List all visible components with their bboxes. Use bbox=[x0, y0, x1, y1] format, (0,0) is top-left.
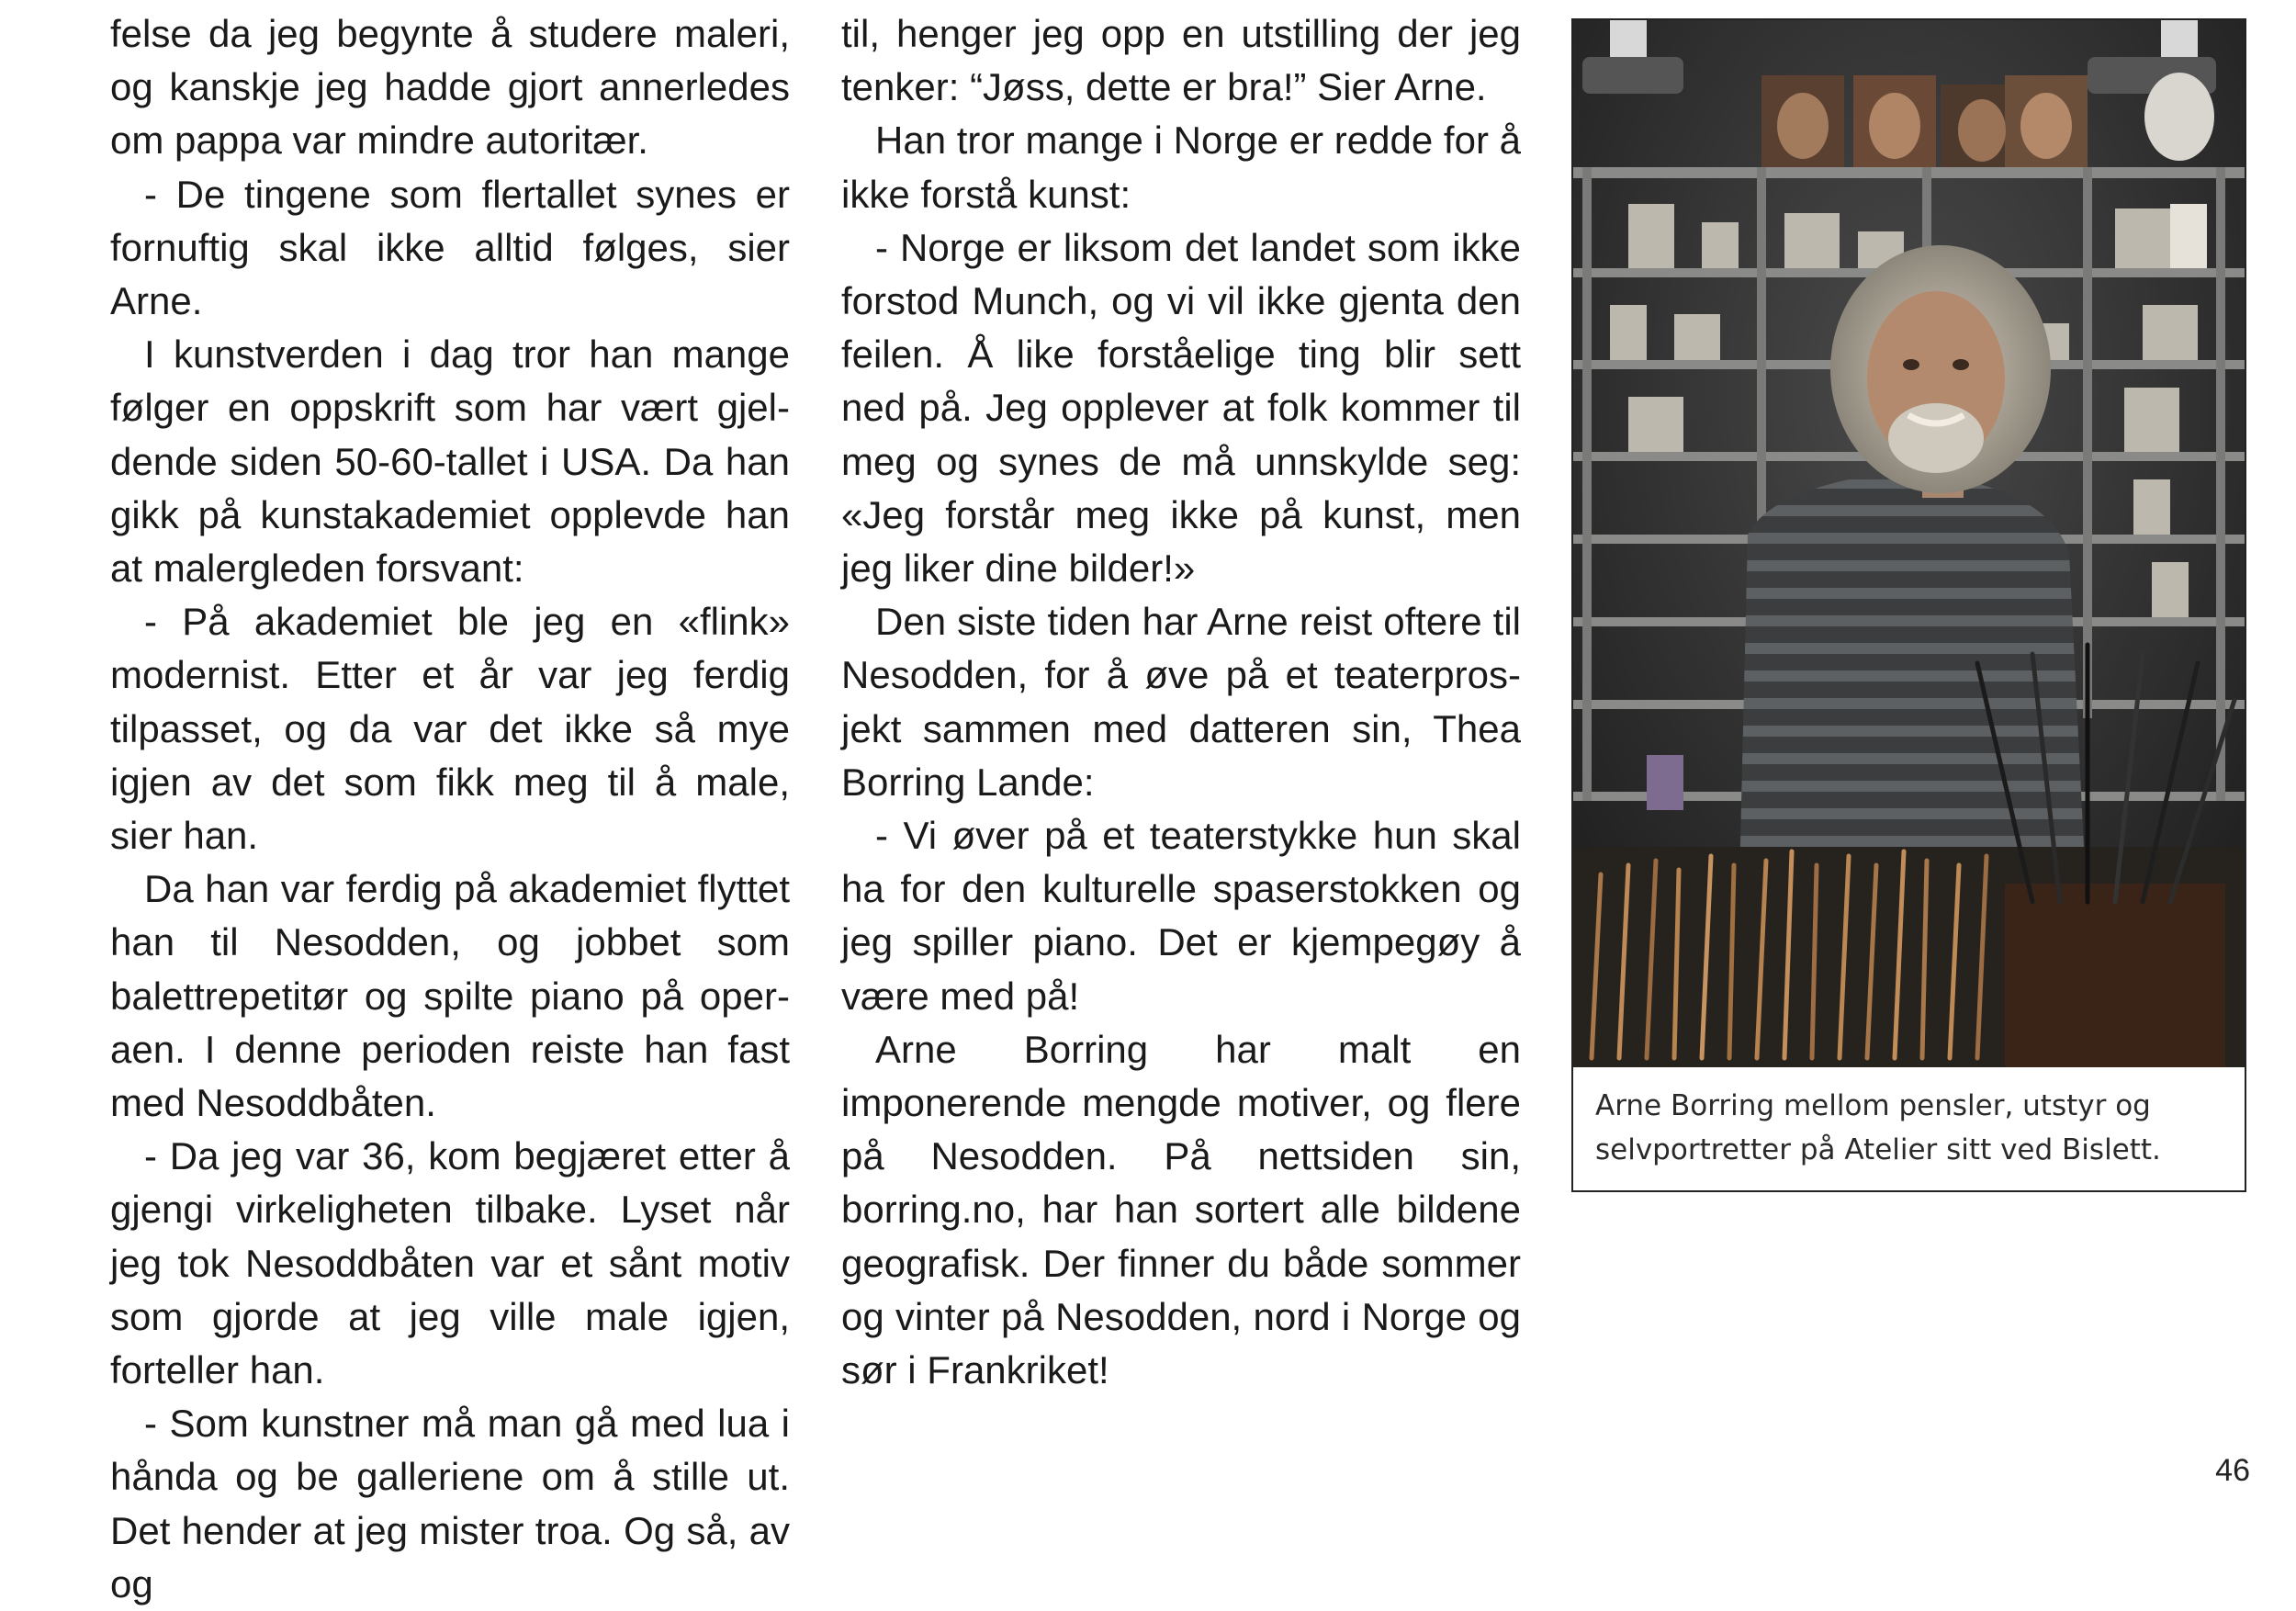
paragraph: - De tingene som flertallet synes er fornuftig skal ikke alltid følges, sier Arne. bbox=[110, 172, 790, 323]
paragraph: Han tror mange i Norge er redde for å ikke forstå kunst: bbox=[841, 118, 1521, 216]
paragraph: Arne Borring har malt en imponerende mengde motiver, og flere på Nesodden. På nettsiden sin, borring.no, har han sortert alle bildene geografisk. Der finner du både sommer og vinter på Nesodden, nord i Norge og sør i Frankriket! bbox=[841, 1027, 1521, 1392]
page-number: 46 bbox=[2215, 1453, 2250, 1488]
paragraph: til, henger jeg opp en utstilling der jeg tenker: “Jøss, dette er bra!” Sier Arne. bbox=[841, 12, 1521, 109]
article-column-2 bbox=[841, 7, 1521, 1397]
paragraph: - Norge er liksom det landet som ikke forstod Munch, og vi vil ikke gjenta den feilen. Å like forståelige ting blir sett ned på. Jeg opplever at folk kommer til meg og synes de må unnskylde seg: «Jeg forstår meg ikke på kunst, men jeg liker dine bilder!» bbox=[841, 225, 1521, 591]
paragraph: - Som kunstner må man gå med lua i hånda og be galleriene om å stille ut. Det hender at jeg mister troa. Og så, av og bbox=[110, 1402, 790, 1605]
photo-figure bbox=[1571, 18, 2246, 1192]
paragraph: I kunstverden i dag tror han mange følger en oppskrift som har vært gjeldende siden 50-60-tallet i USA. Da han gikk på kunstakademiet opplevde han at malergleden forsvant: bbox=[110, 332, 790, 591]
paragraph: Da han var ferdig på akademiet flyttet han til Nesodden, og jobbet som balettrepetitør og spilte piano på operaen. I denne perioden reiste han fast med Nesoddbåten. bbox=[110, 867, 790, 1125]
article-column-1 bbox=[110, 7, 790, 1611]
artist-studio-photo bbox=[1573, 20, 2245, 1067]
paragraph: felse da jeg begynte å studere maleri, og kanskje jeg hadde gjort annerledes om pappa var mindre autoritær. bbox=[110, 12, 790, 163]
paragraph: - Vi øver på et teaterstykke hun skal ha for den kulturelle spaserstokken og jeg spiller piano. Det er kjempegøy å være med på! bbox=[841, 814, 1521, 1018]
photo-caption: Arne Borring mellom pensler, utstyr og selvportretter på Atelier sitt ved Bislett. bbox=[1595, 1089, 2161, 1166]
paragraph: - På akademiet ble jeg en «flink» modernist. Etter et år var jeg ferdig tilpasset, og da var det ikke så mye igjen av det som fikk meg til å male, sier han. bbox=[110, 600, 790, 858]
paragraph: Den siste tiden har Arne reist oftere til Nesodden, for å øve på et teaterprosjekt sammen med datteren sin, Thea Borring Lande: bbox=[841, 600, 1521, 804]
paragraph: - Da jeg var 36, kom begjæret etter å gjengi virkeligheten tilbake. Lyset når jeg tok Nesoddbåten var et sånt motiv som gjorde at jeg ville male igjen, forteller han. bbox=[110, 1134, 790, 1392]
